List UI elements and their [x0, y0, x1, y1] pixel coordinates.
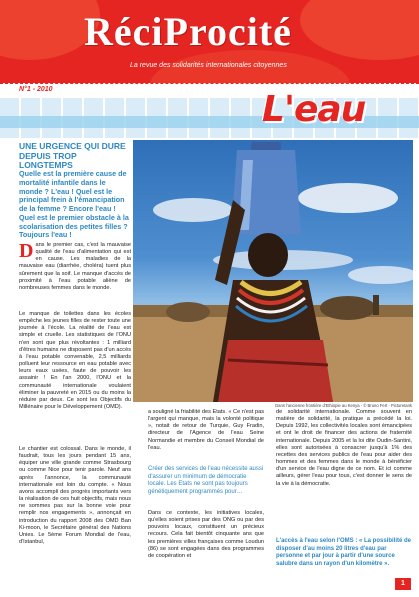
- drop-cap: D: [19, 240, 34, 262]
- article-intro: Quelle est la première cause de mortalité infantile dans le monde ? L'eau ! Quel est le principal frein à l'émancipation de la femme ? Encore l'eau ! Quel est le premier obstacle à la scolarisation des petites filles ? Toujours l'eau !: [19, 169, 129, 240]
- banner-swirl: [300, 0, 419, 60]
- photo-caption: Dans l'ancienne frontière d'Ethiopie au Kenya - © Bruno Fert - Picturetank: [275, 403, 412, 408]
- article-paragraph: a souligné la friabilité des Etats. « Ce n'est pas l'argent qui manque, mais la volonté politique », notait de retour de Turquie, Guy Fradin, directeur de l'Agence de l'eau Seine Normandie et membre du Conseil Mondial de l'eau.: [148, 409, 264, 451]
- article-paragraph: Le chantier est colossal. Dans le monde, il faudrait, tous les jours pendant 15 ans, équiper une ville grande comme Strasbourg ou comme Nice pour tenir parole. Neuf ans après l'annonce, la communauté internationale est loin du compte. « Nous avons accompli des progrès importants vers la réalisation de ces huit objectifs, mais nous ne sommes pas sur la bonne voie pour remplir nos engagements », annonçait en introduction du rapport 2008 des OMD Ban Ki-moon, le Secrétaire général des Nations Unies. Le 5ème Forum Mondial de l'eau, d'Istanbul,: [19, 446, 131, 546]
- masthead-tagline: La revue des solidarités internationales citoyennes: [130, 62, 287, 69]
- article-paragraph: de solidarité internationale. Comme souvent en matière de solidarité, la pratique a précédé la loi. Depuis 1992, les collectivités locales sont émancipées et ont le droit de financer des actions de fraternité internationale. Depuis 2005 et la loi dite Oudin-Santini, elles sont autorisées à consacrer jusqu'à 1% des recettes des services publics de l'eau pour aider des hommes et des femmes dans le monde à bénéficier d'un service de l'eau digne de ce nom. Et ici comme ailleurs, gérer l'eau pour tous, c'est donner le sens de la vie à la démocratie.: [276, 409, 412, 487]
- article-paragraph: Le manque de toilettes dans les écoles empêche les jeunes filles de rester toute une journée à l'école. La réalité de l'eau est simple et cruelle. Les statistiques de l'ONU n'en sont que plus révoltantes : 1 milliard d'êtres humains ne disposent pas d'un accès à l'eau potable convenable, 2,5 milliards polluent leur ressource en eau potable avec leurs eaux usées, faute de pouvoir les assainir ! En l'an 2000, l'ONU et la communauté internationale voulaient éliminer la pauvreté en 2015 ou du moins la réduire par deux. Ce sont les Objectifs du Millénaire pour le Développement (OMD).: [19, 311, 131, 411]
- masthead-banner: [0, 0, 419, 83]
- page-number: 1: [395, 578, 411, 590]
- article-paragraph: Dans ce contexte, les initiatives locales, qu'elles soient prises par des ONG ou par des pouvoirs locaux, constituent un précieux recours. Cela fait bientôt cinquante ans que les premières villes françaises comme Loudun (86) se sont engagées dans des programmes de coopération et: [148, 510, 264, 559]
- definition-note: L'accès à l'eau selon l'OMS : « La possibilité de disposer d'au moins 20 litres d'eau par personne et par jour à partir d'une source salubre dans un rayon d'un kilomètre ».: [276, 538, 411, 568]
- article-headline: UNE URGENCE QUI DURE DEPUIS TROP LONGTEMPS: [19, 141, 126, 171]
- article-paragraph: [19, 242, 131, 292]
- paragraph-text: ans le premier cas, c'est la mauvaise qualité de l'eau d'alimentation qui est en cause. Les maladies de la mauvaise eau (diarrhée, choléra) tuent plus sûrement que la soif. Le manque d'accès de proximité à l'eau potable aliène de nombreuses femmes dans le monde.: [19, 242, 131, 291]
- pull-quote: Créer des services de l'eau nécessite aussi d'assurer un minimum de démocratie locale. Les Etats ne sont pas toujours génétiquement programmés pour…: [148, 466, 264, 496]
- theme-title: L'eau: [262, 89, 366, 130]
- divider: [0, 83, 419, 84]
- article-photo: [133, 140, 413, 402]
- photo-illustration: [133, 140, 413, 402]
- issue-number: N°1 - 2010: [19, 86, 53, 93]
- masthead-logo: RéciProcité: [84, 9, 292, 54]
